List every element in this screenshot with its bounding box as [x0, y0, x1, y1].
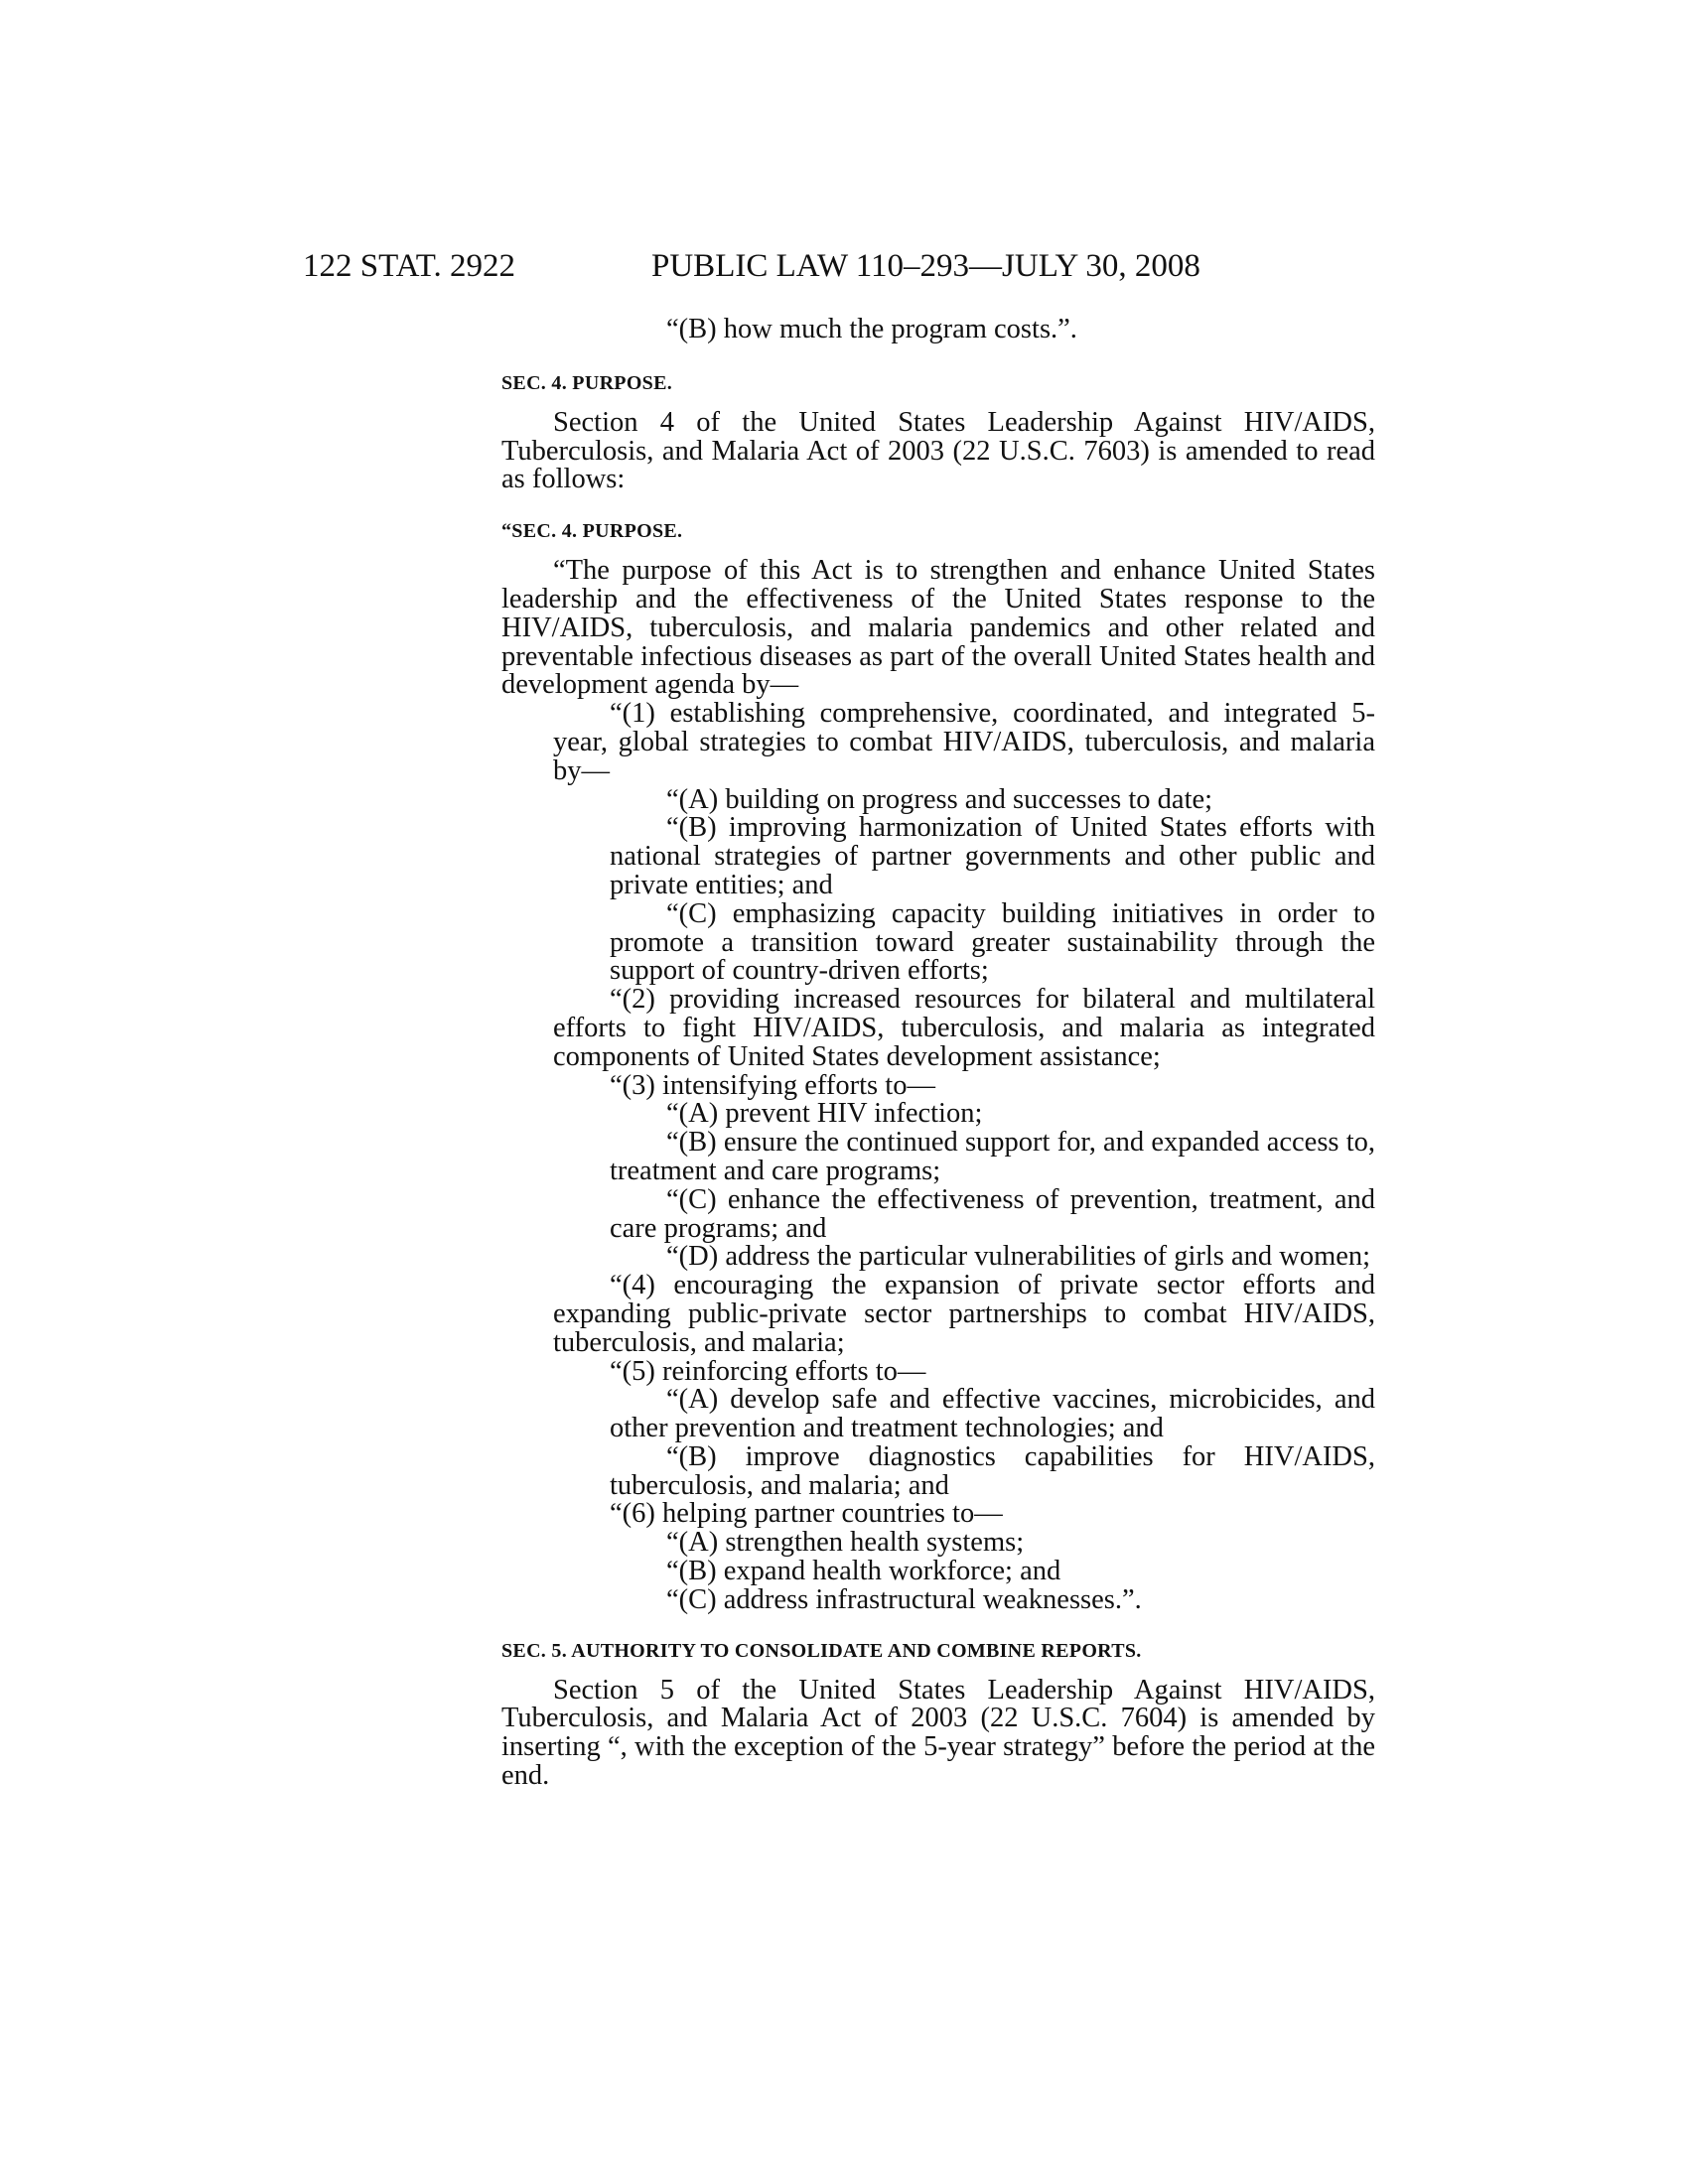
list-item: “(A) strengthen health systems; [666, 1527, 1025, 1559]
purpose-paragraph: “The purpose of this Act is to strengthen and enhance United States leadership and the effectiveness of the United States response to the HIV/AIDS, tuberculosis, and malaria pandemics and other related and preventable infectious diseases as part of the overall United States health and development agenda by— [501, 555, 1375, 701]
document-body [501, 316, 1375, 1791]
list-item: “(D) address the particular vulnerabilities of girls and women; [666, 1241, 1371, 1273]
list-item: “(1) establishing comprehensive, coordinated, and integrated 5-year, global strategies to combat HIV/AIDS, tuberculosis, and malaria by— [553, 698, 1375, 786]
list-item: “(C) enhance the effectiveness of prevention, treatment, and care programs; and [610, 1183, 1375, 1244]
list-item: “(6) helping partner countries to— [610, 1498, 1003, 1530]
list-item: “(3) intensifying efforts to— [610, 1069, 935, 1101]
list-item: “(B) improving harmonization of United States efforts with national strategies of partner governments and other public and private entities; and [610, 812, 1375, 900]
list-item: “(B) ensure the continued support for, and expanded access to, treatment and care programs; [610, 1127, 1375, 1186]
list-item: “(5) reinforcing efforts to— [610, 1355, 926, 1387]
list-item: “(B) expand health workforce; and [666, 1556, 1061, 1587]
section-5-text: Section 5 of the United States Leadership Against HIV/AIDS, Tuberculosis, and Malaria Act of 2003 (22 U.S.C. 7604) is amended by inserting “, with the exception of the 5-year strategy” before the period at the end. [501, 1674, 1375, 1792]
list-item: “(2) providing increased resources for bilateral and multilateral efforts to fight HIV/AIDS, tuberculosis, and malaria as integrated components of United States development assistance; [553, 984, 1375, 1072]
list-item: “(C) emphasizing capacity building initiatives in order to promote a transition toward greater sustainability through the support of country-driven efforts; [610, 897, 1375, 987]
section-5-heading: SEC. 5. AUTHORITY TO CONSOLIDATE AND COMBINE REPORTS. [501, 1639, 1142, 1662]
section-4-heading: SEC. 4. PURPOSE. [501, 371, 673, 394]
list-item: “(A) building on progress and successes to date; [666, 783, 1213, 815]
quoted-section-4-heading: “SEC. 4. PURPOSE. [501, 520, 683, 543]
carryover-paragraph: “(B) how much the program costs.”. [666, 314, 1077, 344]
statute-page-number: 122 STAT. 2922 [303, 248, 516, 284]
section-4-intro: Section 4 of the United States Leadership Against HIV/AIDS, Tuberculosis, and Malaria Act of 2003 (22 U.S.C. 7603) is amended to read as follows: [501, 406, 1375, 495]
public-law-title: PUBLIC LAW 110–293—JULY 30, 2008 [651, 248, 1200, 284]
list-item: “(B) improve diagnostics capabilities for HIV/AIDS, tuberculosis, and malaria; and [610, 1440, 1375, 1501]
list-item: “(A) prevent HIV infection; [666, 1098, 983, 1130]
list-item: “(4) encouraging the expansion of private sector efforts and expanding public-private sector partnerships to combat HIV/AIDS, tuberculosis, and malaria; [553, 1270, 1375, 1358]
list-item: “(A) develop safe and effective vaccines, microbicides, and other prevention and treatment technologies; and [610, 1384, 1375, 1444]
list-item: “(C) address infrastructural weaknesses.”. [666, 1583, 1142, 1615]
page-header [303, 246, 1435, 286]
